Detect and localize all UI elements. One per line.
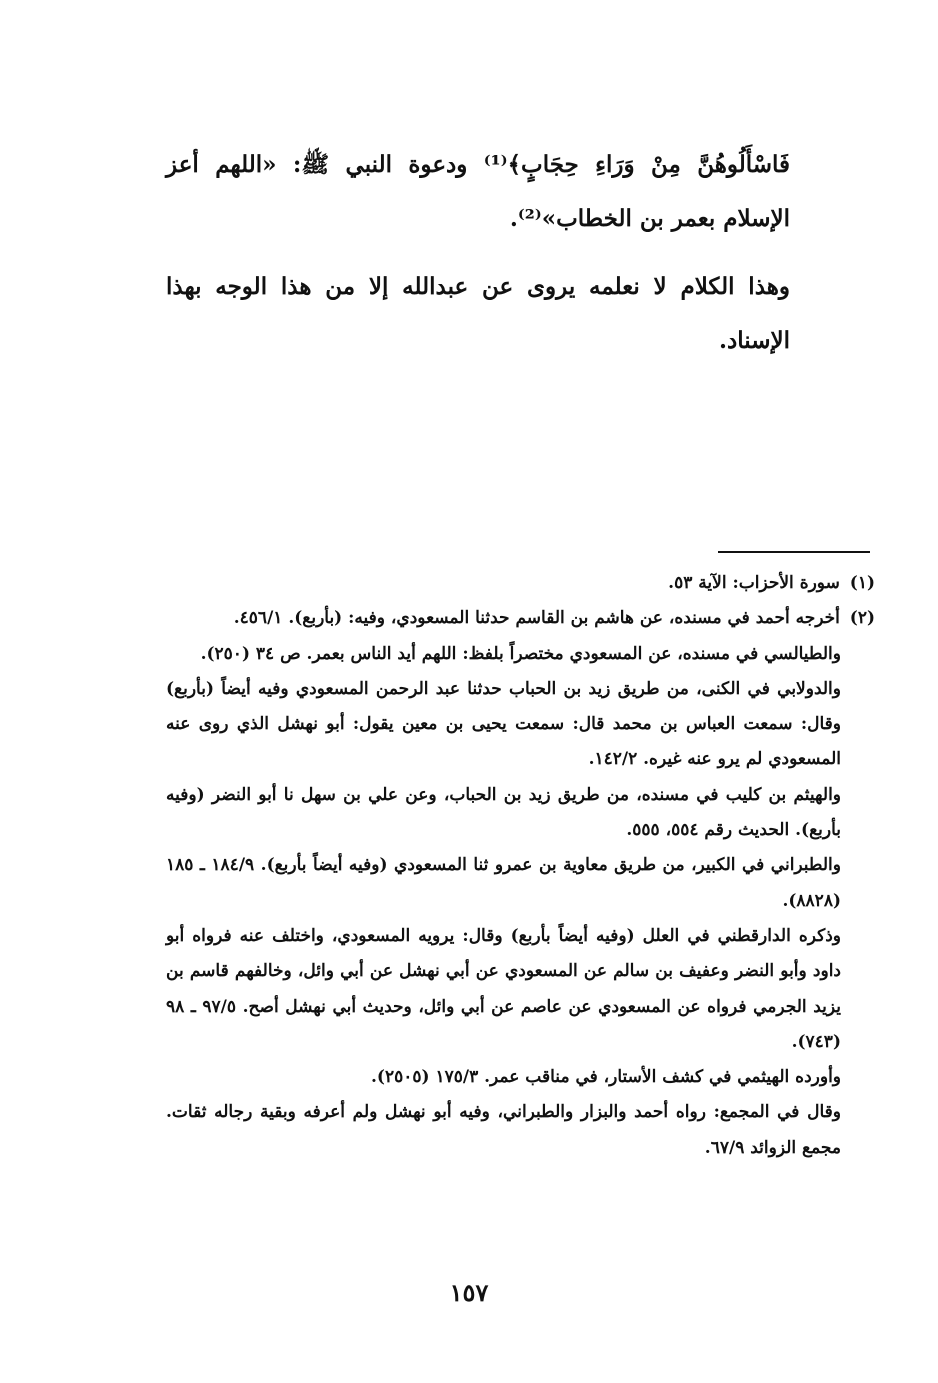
main-paragraph-2: وهذا الكلام لا نعلمه يروى عن عبدالله إلا من هذا الوجه بهذا الإسناد.	[166, 273, 790, 354]
footnote-2-line-4: والهيثم بن كليب في مسنده، من طريق زيد بن الحباب، وعن علي بن سهل نا أبو النضر (وفيه بأربع). الحديث رقم ٥٥٤، ٥٥٥.	[166, 784, 841, 841]
footnote-separator	[718, 551, 870, 553]
footnote-2-line-1: أخرجه أحمد في مسنده، عن هاشم بن القاسم حدثنا المسعودي، وفيه: (بأربع). ٤٥٦/١.	[233, 608, 840, 629]
footnote-2-line-8: وقال في المجمع: رواه أحمد والبزار والطبراني، وفيه أبو نهشل ولم أعرفه وبقية رجاله ثقات. مجمع الزوائد ٦٧/٩.	[166, 1102, 841, 1158]
footnote-1-number: (١)	[849, 573, 875, 593]
footnote-2-line-5: والطبراني في الكبير، من طريق معاوية بن عمرو ثنا المسعودي (وفيه أيضاً بأربع). ١٨٤/٩ ـ ١٨٥ (٨٨٢٨).	[166, 855, 841, 911]
footnote-2-number: (٢)	[849, 608, 875, 629]
footnote-2-line-3: والدولابي في الكنى، من طريق زيد بن الحباب حدثنا عبد الرحمن المسعودي وفيه أيضاً (بأربع) وقال: سمعت العباس بن محمد قال: سمعت يحيى بن معين يقول: أبو نهشل الذي روى عنه المسعودي لم يرو عنه غيره. ١٤٢/٢.	[166, 678, 841, 770]
main-text	[166, 138, 790, 368]
footnote-1-text: سورة الأحزاب: الآية ٥٣.	[668, 573, 840, 593]
footnote-1	[166, 566, 875, 601]
page-number: ١٥٧	[449, 1278, 489, 1307]
footnote-2-line-2: والطيالسي في مسنده، عن المسعودي مختصراً بلفظ: اللهم أيد الناس بعمر. ص ٣٤ (٢٥٠).	[200, 643, 841, 664]
footnote-2-line-7: وأورده الهيثمي في كشف الأستار، في مناقب عمر. ١٧٥/٣ (٢٥٠٥).	[371, 1067, 841, 1088]
footnote-2-line-6: وذكره الدارقطني في العلل (وفيه أيضاً بأربع) وقال: يرويه المسعودي، واختلف عنه فرواه أبو داود وأبو النضر وعفيف بن سالم عن المسعودي عن أبي نهشل عن أبي وائل، وخالفهم قاسم بن يزيد الجرمي فرواه عن المسعودي عن عاصم عن أبي وائل، وحديث أبي نهشل أصح. ٩٧/٥ ـ ٩٨ (٧٤٣).	[166, 925, 841, 1052]
footnotes	[166, 566, 875, 1166]
main-paragraph-1: فَاسْأَلُوهُنَّ مِنْ وَرَاءِ حِجَابٍ﴾⁽¹⁾ ودعوة النبي ﷺ: «اللهم أعز الإسلام بعمر بن الخطاب»⁽²⁾.	[166, 151, 790, 232]
footnote-2	[166, 601, 875, 636]
